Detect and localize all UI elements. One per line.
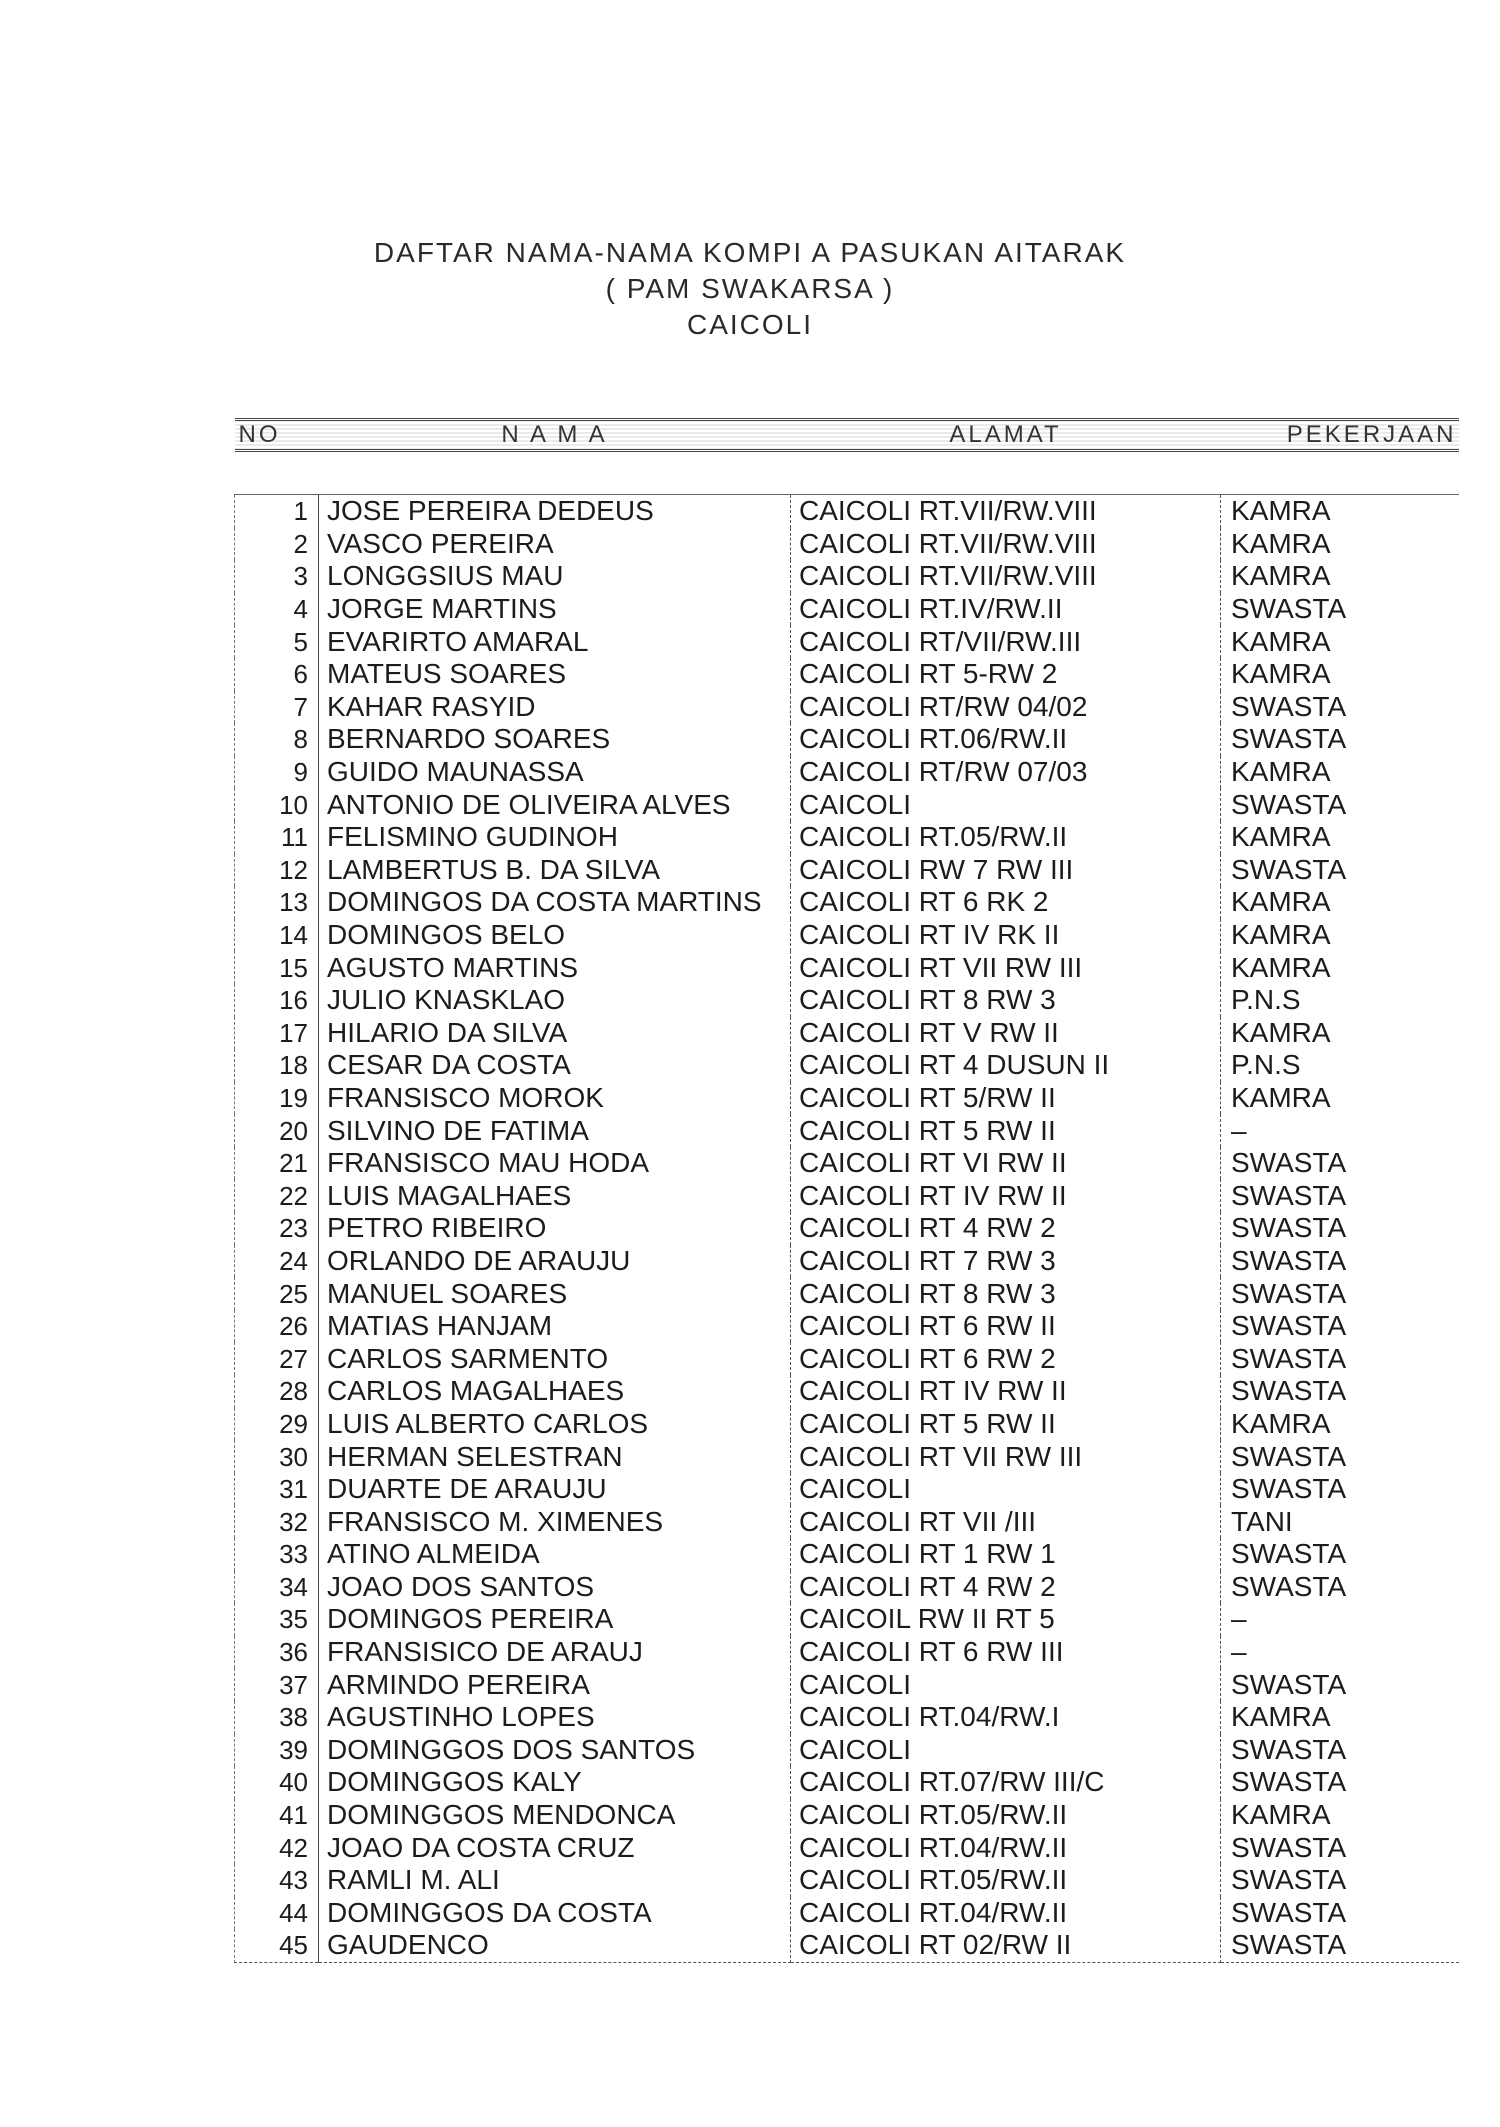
member-occupation: SWASTA [1231,788,1347,820]
member-name: DOMINGGOS DA COSTA [319,1897,791,1930]
member-address: CAICOIL RW II RT 5 [791,1603,1221,1636]
table-row [235,1440,1459,1473]
member-address: CAICOLI RT.05/RW.II [791,1799,1221,1832]
table-row [235,1505,1459,1538]
member-occupation: SWASTA [1231,1147,1347,1179]
member-name: ARMINDO PEREIRA [319,1668,791,1701]
member-address: CAICOLI RT.04/RW.II [791,1897,1221,1930]
row-number: 39 [235,1734,319,1767]
member-occupation: KAMRA [1231,1799,1331,1831]
table-row [235,593,1459,626]
table-row [235,1473,1459,1506]
member-name: VASCO PEREIRA [319,528,791,561]
member-name: CARLOS MAGALHAES [319,1375,791,1408]
member-occupation: SWASTA [1231,1440,1347,1472]
table-row [235,1668,1459,1701]
member-address: CAICOLI RT.IV/RW.II [791,593,1221,626]
table-row [235,886,1459,919]
member-address: CAICOLI RT 6 RW III [791,1636,1221,1669]
member-occupation: KAMRA [1231,625,1331,657]
table-row [235,1342,1459,1375]
row-number: 18 [235,1049,319,1082]
spacer-cell [791,451,1221,495]
row-number: 36 [235,1636,319,1669]
table-row [235,756,1459,789]
member-address: CAICOLI RT 02/RW II [791,1929,1221,1962]
member-name: MANUEL SOARES [319,1277,791,1310]
table-row [235,1603,1459,1636]
member-address: CAICOLI RT/RW 07/03 [791,756,1221,789]
member-occupation: KAMRA [1231,658,1331,690]
member-occupation: SWASTA [1231,1310,1347,1342]
member-address: CAICOLI RT VII /III [791,1505,1221,1538]
member-name: FELISMINO GUDINOH [319,821,791,854]
table-row [235,1179,1459,1212]
member-name: LUIS ALBERTO CARLOS [319,1408,791,1441]
member-name: AGUSTINHO LOPES [319,1701,791,1734]
member-occupation: SWASTA [1231,1179,1347,1211]
member-occupation: SWASTA [1231,1244,1347,1276]
table-row [235,1799,1459,1832]
member-occupation: SWASTA [1231,1375,1347,1407]
member-address: CAICOLI RT 4 RW 2 [791,1571,1221,1604]
row-number: 15 [235,951,319,984]
member-name: MATEUS SOARES [319,658,791,691]
table-row [235,1375,1459,1408]
member-address: CAICOLI [791,1473,1221,1506]
member-address: CAICOLI RT VI RW II [791,1147,1221,1180]
header-no: NO [235,420,319,451]
member-name: DOMINGGOS DOS SANTOS [319,1734,791,1767]
table-row [235,723,1459,756]
table-row [235,821,1459,854]
member-occupation: KAMRA [1231,951,1331,983]
member-name: ORLANDO DE ARAUJU [319,1245,791,1278]
member-address: CAICOLI RT.07/RW III/C [791,1766,1221,1799]
member-address: CAICOLI RT IV RK II [791,919,1221,952]
member-occupation: KAMRA [1231,1407,1331,1439]
row-number: 2 [235,528,319,561]
table-row [235,658,1459,691]
member-name: JOAO DOS SANTOS [319,1571,791,1604]
row-number: 33 [235,1538,319,1571]
member-name: HERMAN SELESTRAN [319,1440,791,1473]
table-row [235,1929,1459,1962]
table-body [235,451,1459,1963]
row-number: 20 [235,1114,319,1147]
row-number: 6 [235,658,319,691]
member-occupation: KAMRA [1231,560,1331,592]
member-name: FRANSISCO MOROK [319,1082,791,1115]
row-number: 7 [235,691,319,724]
member-occupation: SWASTA [1231,1896,1347,1928]
member-occupation: KAMRA [1231,1081,1331,1113]
row-number: 31 [235,1473,319,1506]
row-number: 8 [235,723,319,756]
member-address: CAICOLI RT VII RW III [791,1440,1221,1473]
row-number: 16 [235,984,319,1017]
member-address: CAICOLI RT.04/RW.II [791,1831,1221,1864]
table-row [235,788,1459,821]
table-row [235,560,1459,593]
table-row [235,1310,1459,1343]
table-row [235,1538,1459,1571]
row-number: 14 [235,919,319,952]
member-address: CAICOLI RT 6 RK 2 [791,886,1221,919]
member-occupation: KAMRA [1231,1701,1331,1733]
member-address: CAICOLI RT.04/RW.I [791,1701,1221,1734]
member-name: GAUDENCO [319,1929,791,1962]
member-occupation: SWASTA [1231,853,1347,885]
member-occupation: KAMRA [1231,527,1331,559]
member-address: CAICOLI RT.VII/RW.VIII [791,528,1221,561]
table-row [235,1114,1459,1147]
member-address: CAICOLI RT 5 RW II [791,1408,1221,1441]
row-number: 12 [235,854,319,887]
member-occupation: SWASTA [1231,1473,1347,1505]
member-name: DOMINGOS BELO [319,919,791,952]
member-name: DOMINGGOS KALY [319,1766,791,1799]
table-row [235,495,1459,528]
member-address: CAICOLI RT.05/RW.II [791,821,1221,854]
member-address: CAICOLI RT 5/RW II [791,1082,1221,1115]
member-name: CARLOS SARMENTO [319,1342,791,1375]
member-name: JORGE MARTINS [319,593,791,626]
row-number: 23 [235,1212,319,1245]
member-occupation: – [1231,1603,1247,1635]
member-name: GUIDO MAUNASSA [319,756,791,789]
row-number: 26 [235,1310,319,1343]
row-number: 41 [235,1799,319,1832]
member-name: DOMINGGOS MENDONCA [319,1799,791,1832]
member-name: ATINO ALMEIDA [319,1538,791,1571]
member-occupation: SWASTA [1231,1277,1347,1309]
document-location: CAICOLI [686,309,814,340]
member-occupation: – [1231,1114,1247,1146]
table-row [235,951,1459,984]
member-address: CAICOLI RT 1 RW 1 [791,1538,1221,1571]
row-number: 3 [235,560,319,593]
row-number: 29 [235,1408,319,1441]
table-row [235,854,1459,887]
member-occupation: SWASTA [1231,723,1347,755]
member-occupation: SWASTA [1231,1831,1347,1863]
row-number: 13 [235,886,319,919]
row-number: 21 [235,1147,319,1180]
member-name: SILVINO DE FATIMA [319,1114,791,1147]
member-address: CAICOLI RT VII RW III [791,951,1221,984]
table-row [235,1408,1459,1441]
row-number: 25 [235,1277,319,1310]
member-address: CAICOLI RT V RW II [791,1017,1221,1050]
table-row [235,1212,1459,1245]
row-number: 19 [235,1082,319,1115]
member-name: JOSE PEREIRA DEDEUS [319,495,791,528]
table-row [235,1636,1459,1669]
header-address: ALAMAT [791,420,1221,451]
spacer-cell [319,451,791,495]
table-row [235,1766,1459,1799]
table-row [235,1277,1459,1310]
member-address: CAICOLI RT 8 RW 3 [791,984,1221,1017]
member-address: CAICOLI RT 4 RW 2 [791,1212,1221,1245]
table-row [235,984,1459,1017]
row-number: 10 [235,788,319,821]
member-name: MATIAS HANJAM [319,1310,791,1343]
table-header [235,420,1459,451]
table-row [235,1049,1459,1082]
member-address: CAICOLI RT.VII/RW.VIII [791,560,1221,593]
table-row [235,1147,1459,1180]
member-occupation: P.N.S [1231,984,1301,1016]
member-address: CAICOLI RT.06/RW.II [791,723,1221,756]
member-occupation: SWASTA [1231,1668,1347,1700]
row-number: 40 [235,1766,319,1799]
member-address: CAICOLI RW 7 RW III [791,854,1221,887]
member-occupation: SWASTA [1231,1570,1347,1602]
member-address: CAICOLI RT 5-RW 2 [791,658,1221,691]
row-number: 22 [235,1179,319,1212]
member-occupation: KAMRA [1231,919,1331,951]
member-address: CAICOLI RT.05/RW.II [791,1864,1221,1897]
member-occupation: KAMRA [1231,495,1331,527]
row-number: 11 [235,821,319,854]
member-address: CAICOLI RT 4 DUSUN II [791,1049,1221,1082]
row-number: 43 [235,1864,319,1897]
row-number: 17 [235,1017,319,1050]
member-list-table [234,418,1459,1963]
member-occupation: KAMRA [1231,1016,1331,1048]
member-name: FRANSISCO MAU HODA [319,1147,791,1180]
member-occupation: SWASTA [1231,1733,1347,1765]
member-name: FRANSISCO M. XIMENES [319,1505,791,1538]
table-row [235,1831,1459,1864]
member-name: JOAO DA COSTA CRUZ [319,1831,791,1864]
header-occupation: PEKERJAAN [1221,420,1459,451]
member-address: CAICOLI RT 6 RW II [791,1310,1221,1343]
member-name: FRANSISICO DE ARAUJ [319,1636,791,1669]
member-occupation: SWASTA [1231,1342,1347,1374]
member-occupation: KAMRA [1231,821,1331,853]
document-subtitle: ( PAM SWAKARSA ) [605,273,895,304]
member-address: CAICOLI [791,1668,1221,1701]
member-occupation: SWASTA [1221,1929,1459,1962]
member-name: BERNARDO SOARES [319,723,791,756]
row-number: 35 [235,1603,319,1636]
member-address: CAICOLI [791,1734,1221,1767]
member-occupation: SWASTA [1231,1538,1347,1570]
row-number: 24 [235,1245,319,1278]
member-address: CAICOLI RT 5 RW II [791,1114,1221,1147]
table-row [235,1245,1459,1278]
row-number: 4 [235,593,319,626]
table-row [235,691,1459,724]
member-occupation: SWASTA [1231,690,1347,722]
row-number: 30 [235,1440,319,1473]
member-name: DOMINGOS PEREIRA [319,1603,791,1636]
member-occupation: – [1231,1636,1247,1668]
document-title: DAFTAR NAMA-NAMA KOMPI A PASUKAN AITARAK [373,237,1127,268]
member-address: CAICOLI RT IV RW II [791,1375,1221,1408]
spacer-cell [1221,451,1459,495]
member-name: LAMBERTUS B. DA SILVA [319,854,791,887]
table-row [235,1017,1459,1050]
member-address: CAICOLI [791,788,1221,821]
member-address: CAICOLI RT 7 RW 3 [791,1245,1221,1278]
row-number: 5 [235,625,319,658]
member-occupation: SWASTA [1231,1212,1347,1244]
member-occupation: P.N.S [1231,1049,1301,1081]
member-name: LONGGSIUS MAU [319,560,791,593]
member-occupation: TANI [1231,1505,1293,1537]
member-name: RAMLI M. ALI [319,1864,791,1897]
row-number: 28 [235,1375,319,1408]
member-address: CAICOLI RT 6 RW 2 [791,1342,1221,1375]
row-number: 9 [235,756,319,789]
row-number: 44 [235,1897,319,1930]
member-occupation: SWASTA [1231,1864,1347,1896]
table-row [235,1701,1459,1734]
member-name: DUARTE DE ARAUJU [319,1473,791,1506]
table-row [235,528,1459,561]
table-row [235,1864,1459,1897]
member-occupation: KAMRA [1231,886,1331,918]
member-occupation: SWASTA [1231,1766,1347,1798]
member-name: ANTONIO DE OLIVEIRA ALVES [319,788,791,821]
table-row [235,1734,1459,1767]
member-address: CAICOLI RT/RW 04/02 [791,691,1221,724]
member-address: CAICOLI RT IV RW II [791,1179,1221,1212]
member-name: PETRO RIBEIRO [319,1212,791,1245]
member-name: AGUSTO MARTINS [319,951,791,984]
spacer-cell [235,451,319,495]
member-address: CAICOLI RT.VII/RW.VIII [791,495,1221,528]
member-name: HILARIO DA SILVA [319,1017,791,1050]
row-number: 42 [235,1831,319,1864]
row-number: 38 [235,1701,319,1734]
row-number: 32 [235,1505,319,1538]
member-name: KAHAR RASYID [319,691,791,724]
member-name: EVARIRTO AMARAL [319,625,791,658]
member-name: CESAR DA COSTA [319,1049,791,1082]
member-occupation: KAMRA [1231,756,1331,788]
member-name: JULIO KNASKLAO [319,984,791,1017]
table-row [235,919,1459,952]
table-row [235,625,1459,658]
member-address: CAICOLI RT/VII/RW.III [791,625,1221,658]
row-number: 27 [235,1342,319,1375]
table-row [235,1897,1459,1930]
header-spacer-row [235,451,1459,495]
row-number: 37 [235,1668,319,1701]
member-name: LUIS MAGALHAES [319,1179,791,1212]
table-row [235,1571,1459,1604]
row-number: 1 [235,495,319,528]
member-occupation: SWASTA [1231,593,1347,625]
member-name: DOMINGOS DA COSTA MARTINS [319,886,791,919]
member-address: CAICOLI RT 8 RW 3 [791,1277,1221,1310]
table-row [235,1082,1459,1115]
header-name: N A M A [319,420,791,451]
row-number: 34 [235,1571,319,1604]
row-number: 45 [235,1929,319,1962]
